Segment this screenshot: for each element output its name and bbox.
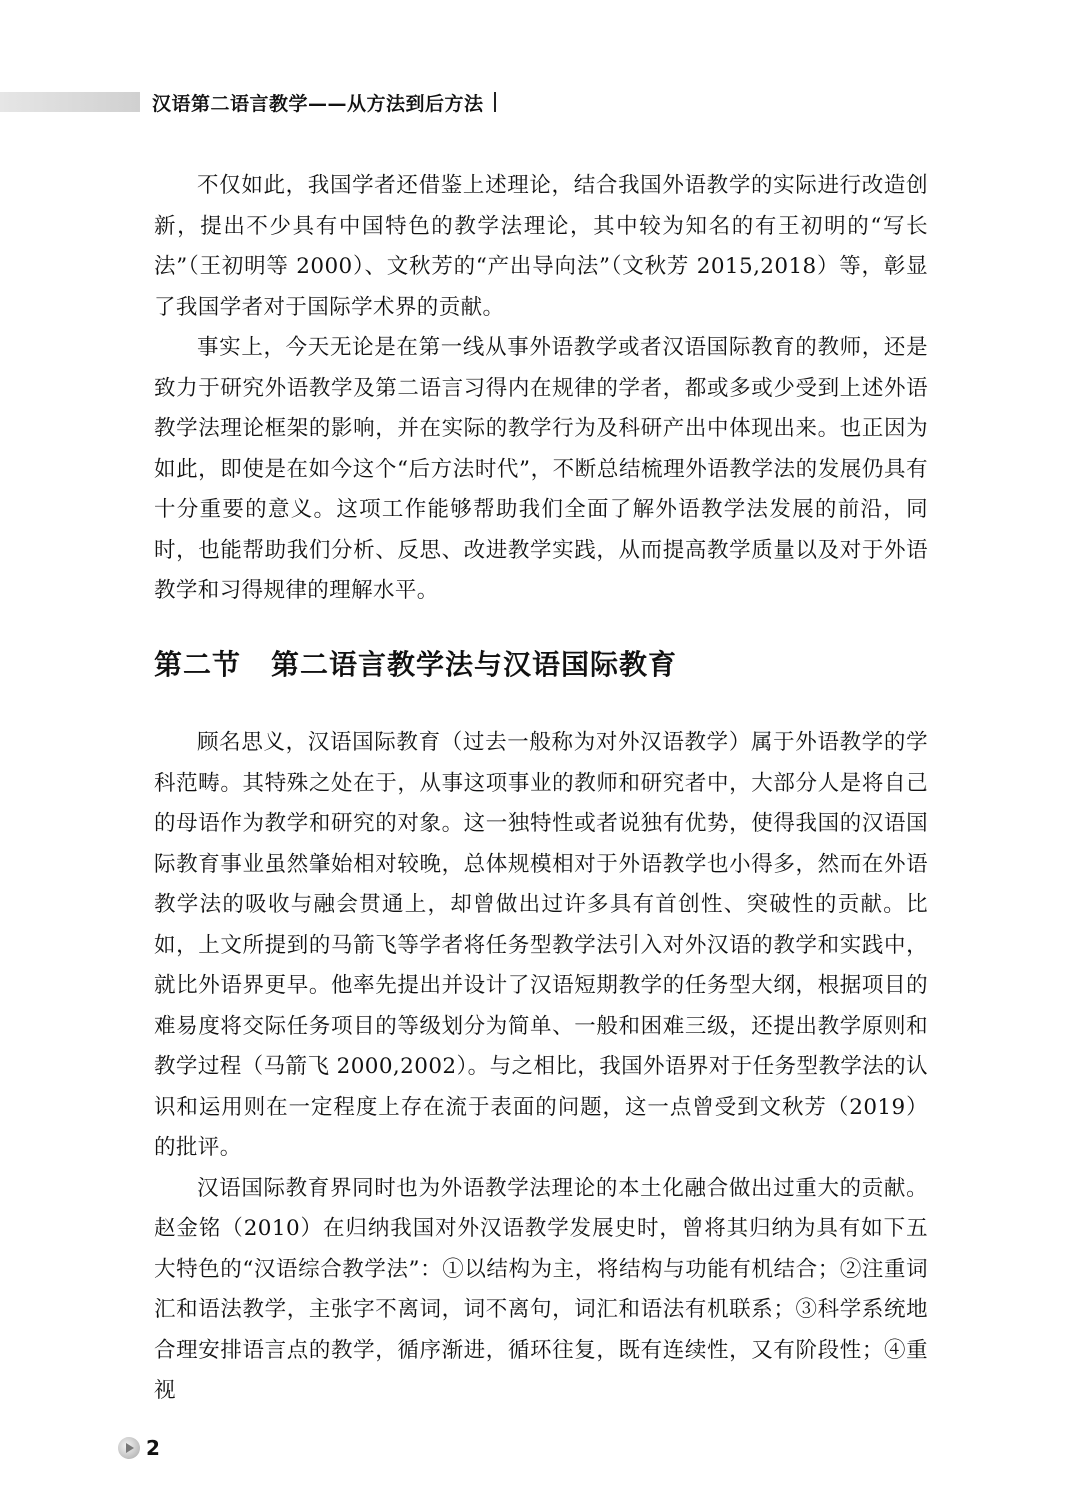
page-footer	[118, 1436, 160, 1460]
header-decoration-bar	[0, 92, 140, 112]
page-number: 2	[146, 1436, 160, 1460]
paragraph: 汉语国际教育界同时也为外语教学法理论的本土化融合做出过重大的贡献。赵金铭（2010）在归纳我国对外汉语教学发展史时，曾将其归纳为具有如下五大特色的“汉语综合教学法”：①以结构为主，将结构与功能有机结合；②注重词汇和语法教学，主张字不离词，词不离句，词汇和语法有机联系；③科学系统地合理安排语言点的教学，循序渐进，循环往复，既有连续性，又有阶段性；④重视	[154, 1175, 928, 1403]
section-title: 第二语言教学法与汉语国际教育	[271, 648, 678, 681]
section-number: 第二节	[154, 648, 242, 681]
paragraph: 顾名思义，汉语国际教育（过去一般称为对外汉语教学）属于外语教学的学科范畴。其特殊之处在于，从事这项事业的教师和研究者中，大部分人是将自己的母语作为教学和研究的对象。这一独特性或者说独有优势，使得我国的汉语国际教育事业虽然肇始相对较晚，总体规模相对于外语教学也小得多，然而在外语教学法的吸收与融会贯通上，却曾做出过许多具有首创性、突破性的贡献。比如，上文所提到的马箭飞等学者将任务型教学法引入对外汉语的教学和实践中，就比外语界更早。他率先提出并设计了汉语短期教学的任务型大纲，根据项目的难易度将交际任务项目的等级划分为简单、一般和困难三级，还提出教学原则和教学过程（马箭飞 2000,2002）。与之相比，我国外语界对于任务型教学法的认识和运用则在一定程度上存在流于表面的问题，这一点曾受到文秋芳（2019）的批评。	[154, 730, 928, 1160]
body-text-bottom	[154, 723, 928, 1412]
running-header-title: 汉语第二语言教学——从方法到后方法	[152, 93, 484, 115]
paragraph: 事实上，今天无论是在第一线从事外语教学或者汉语国际教育的教师，还是致力于研究外语教学及第二语言习得内在规律的学者，都或多或少受到上述外语教学法理论框架的影响，并在实际的教学行为及科研产出中体现出来。也正因为如此，即使是在如今这个“后方法时代”，不断总结梳理外语教学法的发展仍具有十分重要的意义。这项工作能够帮助我们全面了解外语教学法发展的前沿，同时，也能帮助我们分析、反思、改进教学实践，从而提高教学质量以及对于外语教学和习得规律的理解水平。	[154, 335, 928, 603]
page-arrow-icon	[118, 1437, 140, 1459]
section-heading	[154, 643, 677, 683]
body-text-top	[154, 166, 928, 612]
paragraph: 不仅如此，我国学者还借鉴上述理论，结合我国外语教学的实际进行改造创新，提出不少具有中国特色的教学法理论，其中较为知名的有王初明的“写长法”（王初明等 2000）、文秋芳的“产出导向法”（文秋芳 2015,2018）等，彰显了我国学者对于国际学术界的贡献。	[154, 173, 928, 320]
header-divider	[494, 92, 496, 112]
